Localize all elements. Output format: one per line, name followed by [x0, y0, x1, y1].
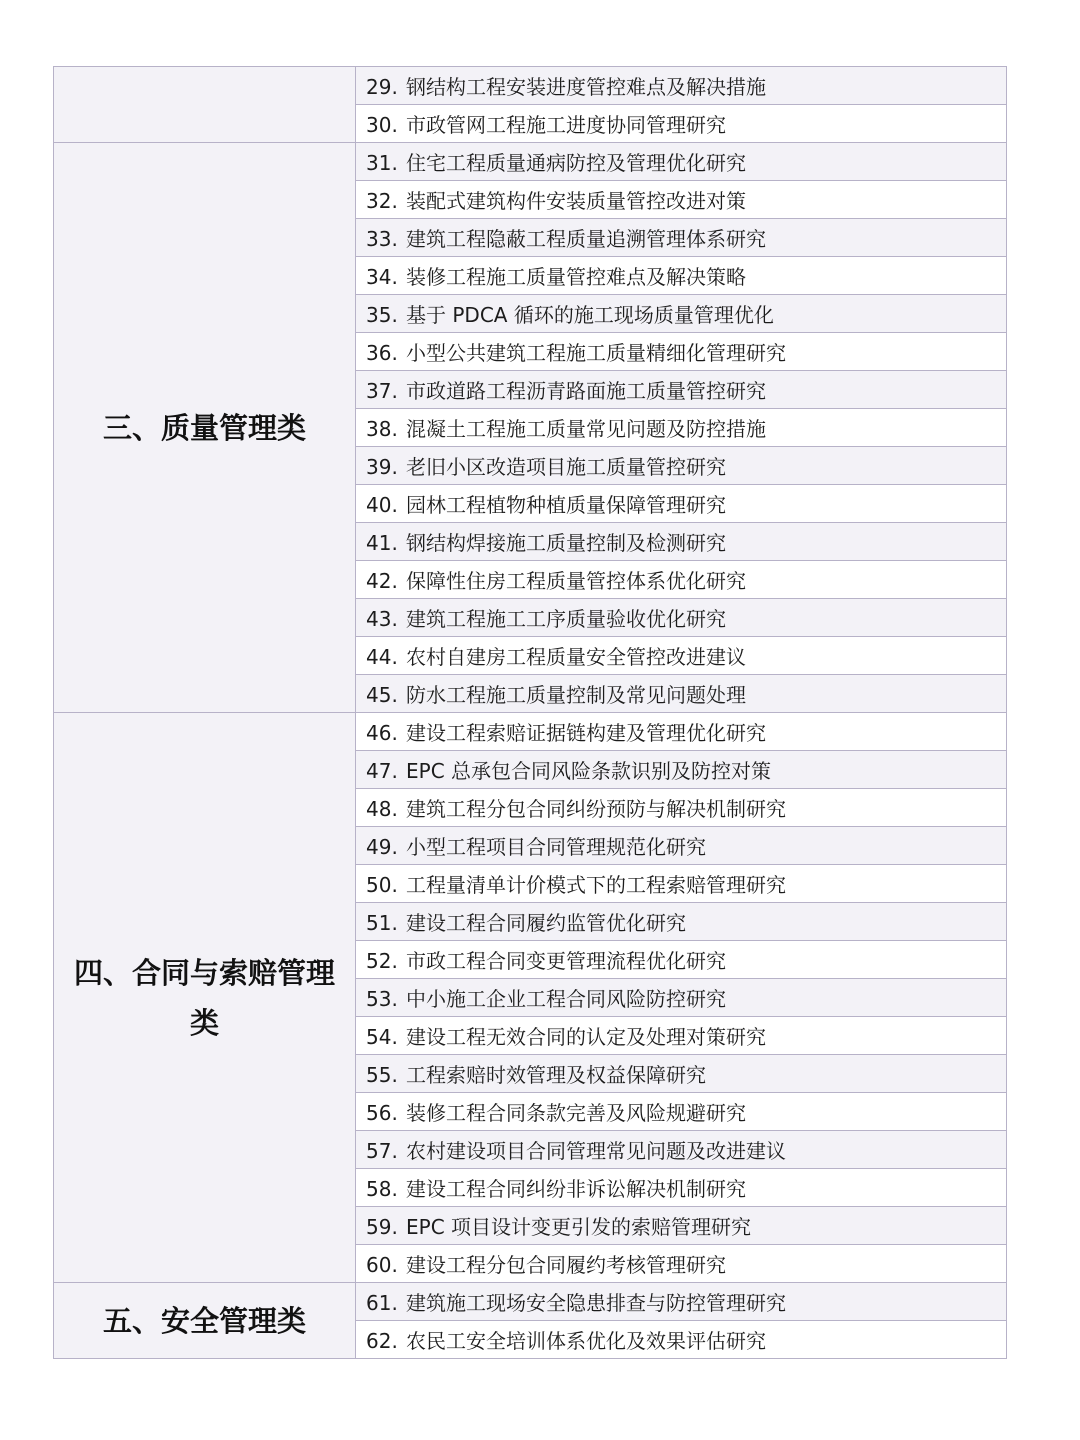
topic-number: 57.: [366, 1139, 398, 1163]
topic-cell: [356, 713, 1007, 751]
topic-title: 基于 PDCA 循环的施工现场质量管理优化: [406, 303, 774, 327]
topic-title: 装修工程合同条款完善及风险规避研究: [406, 1101, 746, 1125]
topic-number: 39.: [366, 455, 398, 479]
topic-cell: [356, 295, 1007, 333]
topic-number: 45.: [366, 683, 398, 707]
topic-title: 农村建设项目合同管理常见问题及改进建议: [406, 1139, 786, 1163]
topic-cell: [356, 941, 1007, 979]
category-label: 四、合同与索赔管理类: [73, 955, 335, 1040]
topic-title: 建设工程分包合同履约考核管理研究: [406, 1253, 726, 1277]
topic-cell: [356, 409, 1007, 447]
topic-table-body: [54, 67, 1007, 1359]
topic-cell: [356, 67, 1007, 105]
topic-number: 36.: [366, 341, 398, 365]
topic-number: 58.: [366, 1177, 398, 1201]
topic-cell: [356, 979, 1007, 1017]
topic-row: [54, 143, 1007, 181]
topic-cell: [356, 105, 1007, 143]
topic-number: 30.: [366, 113, 398, 137]
topic-title: 钢结构工程安装进度管控难点及解决措施: [406, 75, 766, 99]
topic-cell: [356, 219, 1007, 257]
topic-cell: [356, 1017, 1007, 1055]
topic-number: 60.: [366, 1253, 398, 1277]
topic-cell: [356, 1131, 1007, 1169]
topic-number: 33.: [366, 227, 398, 251]
topic-title: 装配式建筑构件安装质量管控改进对策: [406, 189, 746, 213]
topic-number: 61.: [366, 1291, 398, 1315]
topic-number: 59.: [366, 1215, 398, 1239]
topic-cell: [356, 485, 1007, 523]
topic-number: 50.: [366, 873, 398, 897]
topic-cell: [356, 903, 1007, 941]
topic-cell: [356, 789, 1007, 827]
topic-title: 老旧小区改造项目施工质量管控研究: [406, 455, 726, 479]
topic-title: 市政工程合同变更管理流程优化研究: [406, 949, 726, 973]
topic-cell: [356, 827, 1007, 865]
topic-number: 42.: [366, 569, 398, 593]
topic-cell: [356, 523, 1007, 561]
topic-cell: [356, 1093, 1007, 1131]
topic-title: 建设工程合同履约监管优化研究: [406, 911, 686, 935]
topic-number: 55.: [366, 1063, 398, 1087]
topic-cell: [356, 181, 1007, 219]
topic-title: 建设工程索赔证据链构建及管理优化研究: [406, 721, 766, 745]
topic-title: 工程量清单计价模式下的工程索赔管理研究: [406, 873, 786, 897]
topic-number: 35.: [366, 303, 398, 327]
topic-number: 44.: [366, 645, 398, 669]
topic-title: 建筑施工现场安全隐患排查与防控管理研究: [406, 1291, 786, 1315]
topic-cell: [356, 1207, 1007, 1245]
topic-table: [53, 66, 1007, 1359]
topic-number: 41.: [366, 531, 398, 555]
topic-title: 建筑工程分包合同纠纷预防与解决机制研究: [406, 797, 786, 821]
topic-cell: [356, 599, 1007, 637]
topic-cell: [356, 1283, 1007, 1321]
topic-number: 37.: [366, 379, 398, 403]
topic-number: 52.: [366, 949, 398, 973]
topic-number: 51.: [366, 911, 398, 935]
topic-number: 54.: [366, 1025, 398, 1049]
topic-title: EPC 项目设计变更引发的索赔管理研究: [406, 1215, 752, 1239]
topic-number: 62.: [366, 1329, 398, 1353]
topic-number: 49.: [366, 835, 398, 859]
topic-title: 农村自建房工程质量安全管控改进建议: [406, 645, 746, 669]
topic-number: 53.: [366, 987, 398, 1011]
topic-cell: [356, 675, 1007, 713]
topic-cell: [356, 1245, 1007, 1283]
category-cell: [54, 143, 356, 713]
topic-number: 38.: [366, 417, 398, 441]
category-label: 三、质量管理类: [102, 410, 306, 445]
topic-cell: [356, 1169, 1007, 1207]
topic-number: 47.: [366, 759, 398, 783]
topic-number: 34.: [366, 265, 398, 289]
topic-title: 小型工程项目合同管理规范化研究: [406, 835, 706, 859]
category-label: 五、安全管理类: [102, 1303, 306, 1338]
topic-number: 43.: [366, 607, 398, 631]
topic-cell: [356, 561, 1007, 599]
topic-title: 钢结构焊接施工质量控制及检测研究: [406, 531, 726, 555]
topic-title: 住宅工程质量通病防控及管理优化研究: [406, 151, 746, 175]
topic-cell: [356, 865, 1007, 903]
topic-number: 29.: [366, 75, 398, 99]
topic-title: 园林工程植物种植质量保障管理研究: [406, 493, 726, 517]
topic-cell: [356, 333, 1007, 371]
topic-title: 防水工程施工质量控制及常见问题处理: [406, 683, 746, 707]
topic-title: 中小施工企业工程合同风险防控研究: [406, 987, 726, 1011]
topic-title: 装修工程施工质量管控难点及解决策略: [406, 265, 746, 289]
topic-title: 保障性住房工程质量管控体系优化研究: [406, 569, 746, 593]
topic-cell: [356, 637, 1007, 675]
topic-title: 建设工程合同纠纷非诉讼解决机制研究: [406, 1177, 746, 1201]
topic-cell: [356, 371, 1007, 409]
category-cell: [54, 713, 356, 1283]
topic-title: 农民工安全培训体系优化及效果评估研究: [406, 1329, 766, 1353]
topic-title: 工程索赔时效管理及权益保障研究: [406, 1063, 706, 1087]
topic-title: 小型公共建筑工程施工质量精细化管理研究: [406, 341, 786, 365]
topic-cell: [356, 1055, 1007, 1093]
topic-title: 建设工程无效合同的认定及处理对策研究: [406, 1025, 766, 1049]
topic-row: [54, 1283, 1007, 1321]
topic-row: [54, 67, 1007, 105]
topic-cell: [356, 447, 1007, 485]
topic-title: 市政道路工程沥青路面施工质量管控研究: [406, 379, 766, 403]
topic-cell: [356, 751, 1007, 789]
topic-number: 46.: [366, 721, 398, 745]
topic-title: 混凝土工程施工质量常见问题及防控措施: [406, 417, 766, 441]
topic-row: [54, 713, 1007, 751]
topic-number: 40.: [366, 493, 398, 517]
topic-cell: [356, 1321, 1007, 1359]
topic-number: 48.: [366, 797, 398, 821]
topic-title: EPC 总承包合同风险条款识别及防控对策: [406, 759, 772, 783]
topic-cell: [356, 143, 1007, 181]
topic-cell: [356, 257, 1007, 295]
category-cell: [54, 67, 356, 143]
topic-number: 32.: [366, 189, 398, 213]
topic-number: 31.: [366, 151, 398, 175]
category-cell: [54, 1283, 356, 1359]
topic-title: 市政管网工程施工进度协同管理研究: [406, 113, 726, 137]
topic-number: 56.: [366, 1101, 398, 1125]
topic-title: 建筑工程施工工序质量验收优化研究: [406, 607, 726, 631]
topic-title: 建筑工程隐蔽工程质量追溯管理体系研究: [406, 227, 766, 251]
